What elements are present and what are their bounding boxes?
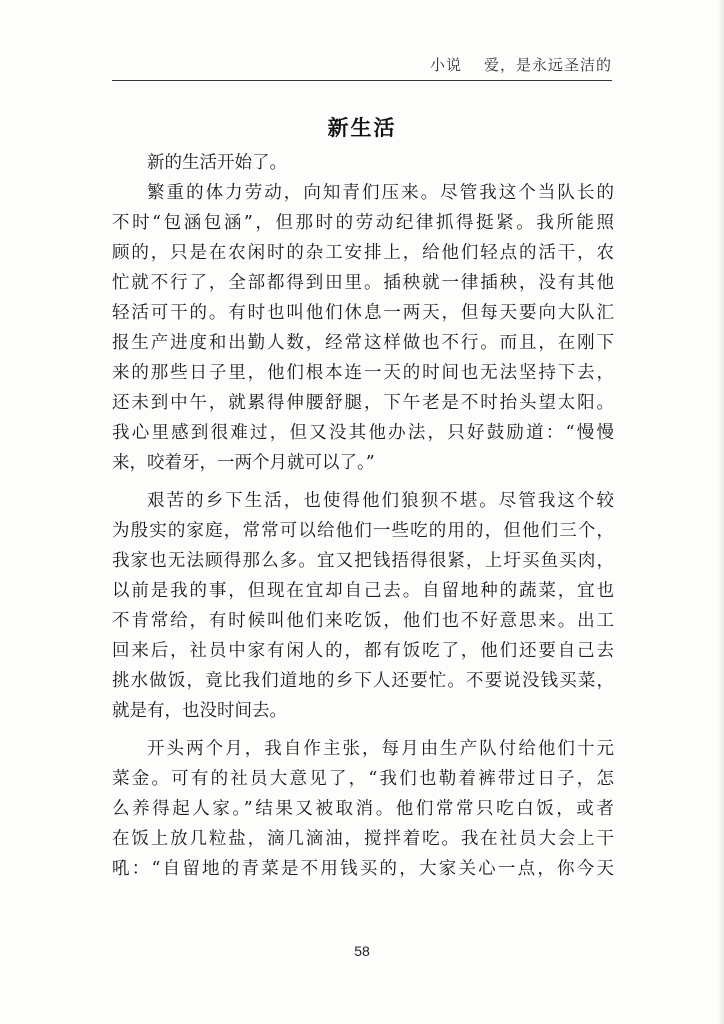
- header-book-title: 爱，是永远圣洁的: [483, 56, 612, 74]
- text-line: 吼：“自留地的青菜是不用钱买的，大家关心一点，你今天: [112, 859, 614, 879]
- text-line: 我家也无法顾得那么多。宜又把钱捂得很紧，上圩买鱼买肉，: [112, 551, 614, 571]
- chapter-title: 新生活: [327, 115, 397, 140]
- text-line: 新的生活开始了。: [147, 153, 287, 173]
- paragraph-spacer: [112, 478, 614, 486]
- text-line: 以前是我的事，但现在宜却自己去。自留地种的蔬菜，宜也: [112, 581, 614, 601]
- text-line: 挑水做饭，竟比我们道地的乡下人还要忙。不要说没钱买菜，: [112, 671, 614, 691]
- text-line: 在饭上放几粒盐，滴几滴油，搅拌着吃。我在社员大会上干: [112, 829, 614, 849]
- text-line: 顾的，只是在农闲时的杂工安排上，给他们轻点的活干，农: [112, 243, 614, 263]
- text-line: 就是有，也没时间去。: [112, 701, 287, 721]
- text-line: 我心里感到很难过，但又没其他办法，只好鼓励道：“慢慢: [112, 423, 614, 443]
- text-line: 不时“包涵包涵”，但那时的劳动纪律抓得挺紧。我所能照: [112, 213, 614, 233]
- text-line: 报生产进度和出勤人数，经常这样做也不行。而且，在刚下: [112, 333, 614, 353]
- header-section: 小说: [429, 56, 462, 74]
- text-line: 开头两个月，我自作主张，每月由生产队付给他们十元: [147, 739, 614, 759]
- page-edge-shadow: [718, 0, 724, 1024]
- body-text: [112, 148, 614, 884]
- text-line: 么养得起人家。”结果又被取消。他们常常只吃白饭，或者: [112, 799, 614, 819]
- text-line: 来，咬着牙，一两个月就可以了。”: [112, 453, 375, 473]
- running-header: [430, 54, 612, 75]
- text-line: 来的那些日子里，他们根本连一天的时间也无法坚持下去，: [112, 363, 614, 383]
- header-rule: [112, 80, 612, 81]
- text-line: 繁重的体力劳动，向知青们压来。尽管我这个当队长的: [147, 183, 614, 203]
- text-line: 不肯常给，有时候叫他们来吃饭，他们也不好意思来。出工: [112, 611, 614, 631]
- text-line: 忙就不行了，全部都得到田里。插秧就一律插秧，没有其他: [112, 273, 614, 293]
- text-line: 菜金。可有的社员大意见了，“我们也勒着裤带过日子，怎: [112, 769, 614, 789]
- text-line: 轻活可干的。有时也叫他们休息一两天，但每天要向大队汇: [112, 303, 614, 323]
- paragraph-spacer: [112, 726, 614, 734]
- text-line: 还未到中午，就累得伸腰舒腿，下午老是不时抬头望太阳。: [112, 393, 614, 413]
- text-line: 回来后，社员中家有闲人的，都有饭吃了，他们还要自己去: [112, 641, 614, 661]
- page-number: 58: [354, 943, 370, 959]
- text-line: 为殷实的家庭，常常可以给他们一些吃的用的，但他们三个，: [112, 521, 614, 541]
- text-line: 艰苦的乡下生活，也使得他们狼狈不堪。尽管我这个较: [147, 491, 614, 511]
